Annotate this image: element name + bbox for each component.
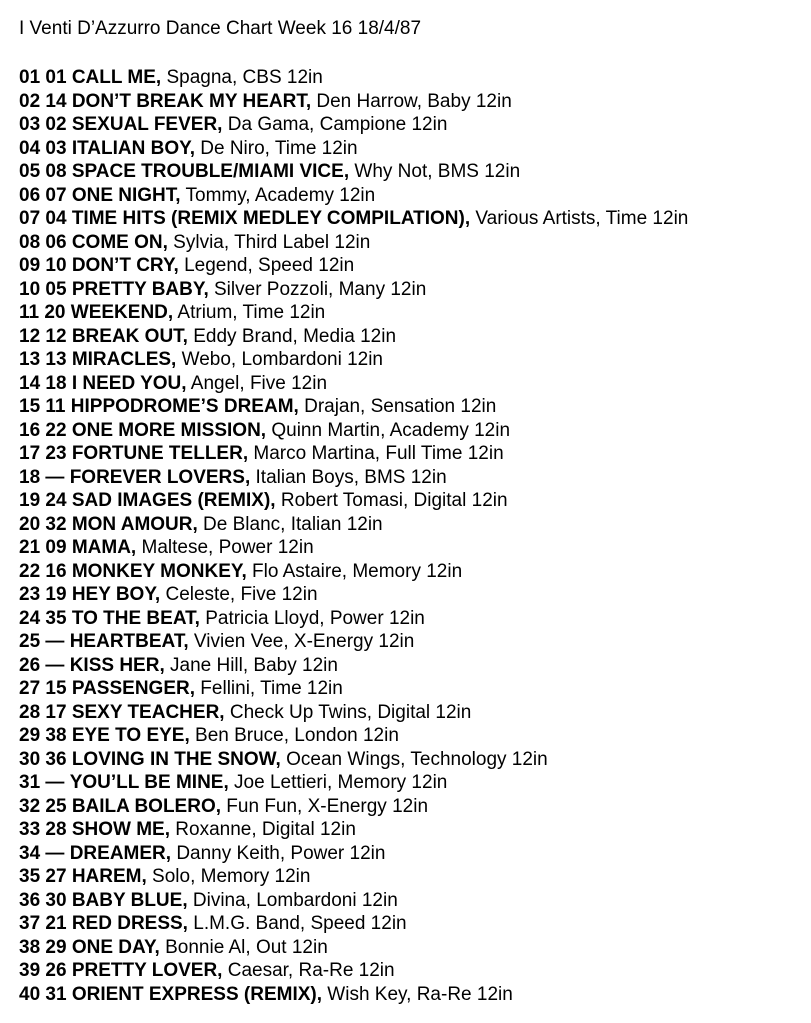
chart-position: 28 17 <box>19 701 67 723</box>
chart-position: 33 28 <box>19 819 67 840</box>
chart-position: 31 — <box>19 772 65 793</box>
chart-entry <box>19 160 811 184</box>
song-title: MAMA, <box>71 537 137 558</box>
artist-label-format: Spagna, CBS 12in <box>161 67 323 88</box>
chart-position: 37 21 <box>19 913 67 934</box>
song-title: EYE TO EYE, <box>71 725 190 746</box>
song-title: ITALIAN BOY, <box>71 137 195 159</box>
song-title: HIPPODROME’S DREAM, <box>70 396 299 417</box>
song-title: SEXUAL FEVER, <box>71 114 223 135</box>
artist-label-format: Den Harrow, Baby 12in <box>311 90 512 112</box>
page-title: I Venti D’Azzurro Dance Chart Week 16 18/4/87 <box>19 18 422 39</box>
chart-entry <box>19 771 811 795</box>
song-title: MON AMOUR, <box>71 513 198 535</box>
song-title: TIME HITS (REMIX MEDLEY COMPILATION), <box>71 208 471 229</box>
artist-label-format: Celeste, Five 12in <box>160 584 318 605</box>
chart-position: 06 07 <box>19 184 67 206</box>
chart-position: 22 16 <box>19 560 67 582</box>
artist-label-format: Webo, Lombardoni 12in <box>176 349 383 370</box>
song-title: COME ON, <box>71 231 168 253</box>
song-title: PRETTY LOVER, <box>71 960 223 981</box>
artist-label-format: Quinn Martin, Academy 12in <box>266 419 511 441</box>
chart-position: 10 05 <box>19 278 67 300</box>
song-title: MIRACLES, <box>71 349 177 370</box>
artist-label-format: Tommy, Academy 12in <box>180 184 376 206</box>
chart-position: 27 15 <box>19 678 67 699</box>
song-title: PASSENGER, <box>71 678 196 699</box>
song-title: SPACE TROUBLE/MIAMI VICE, <box>71 161 350 182</box>
chart-entry <box>19 630 811 654</box>
song-title: HEARTBEAT, <box>69 631 189 652</box>
chart-position: 32 25 <box>19 795 67 817</box>
artist-label-format: Drajan, Sensation 12in <box>298 396 497 417</box>
chart-entry <box>19 560 811 584</box>
chart-position: 30 36 <box>19 748 67 770</box>
song-title: ONE DAY, <box>71 936 160 958</box>
chart-entry <box>19 231 811 255</box>
chart-entry <box>19 466 811 490</box>
chart-entry <box>19 113 811 137</box>
artist-label-format: De Niro, Time 12in <box>194 137 358 159</box>
song-title: LOVING IN THE SNOW, <box>71 748 281 770</box>
chart-position: 09 10 <box>19 255 67 276</box>
artist-label-format: Jane Hill, Baby 12in <box>164 654 338 676</box>
chart-entry <box>19 66 811 90</box>
artist-label-format: Silver Pozzoli, Many 12in <box>208 278 427 300</box>
artist-label-format: Wish Key, Ra-Re 12in <box>322 983 513 1005</box>
chart-entry <box>19 419 811 443</box>
artist-label-format: Various Artists, Time 12in <box>470 208 689 229</box>
artist-label-format: Italian Boys, BMS 12in <box>250 466 447 488</box>
artist-label-format: Robert Tomasi, Digital 12in <box>275 490 508 511</box>
artist-label-format: Flo Astaire, Memory 12in <box>246 560 463 582</box>
chart-position: 39 26 <box>19 960 67 981</box>
chart-entry <box>19 207 811 231</box>
chart-entry <box>19 513 811 537</box>
chart-entry <box>19 818 811 842</box>
song-title: WEEKEND, <box>70 302 174 323</box>
song-title: DON’T BREAK MY HEART, <box>71 90 312 112</box>
chart-position: 15 11 <box>19 396 66 417</box>
song-title: DREAMER, <box>69 842 172 864</box>
artist-label-format: Divina, Lombardoni 12in <box>187 889 398 911</box>
song-title: FORTUNE TELLER, <box>71 443 249 464</box>
chart-position: 35 27 <box>19 866 67 887</box>
chart-entry <box>19 748 811 772</box>
chart-entry <box>19 936 811 960</box>
chart-position: 24 35 <box>19 607 67 629</box>
song-title: BAILA BOLERO, <box>71 795 222 817</box>
artist-label-format: Joe Lettieri, Memory 12in <box>228 772 448 793</box>
chart-position: 05 08 <box>19 161 67 182</box>
song-title: BABY BLUE, <box>71 889 188 911</box>
artist-label-format: Patricia Lloyd, Power 12in <box>199 607 425 629</box>
song-title: PRETTY BABY, <box>71 278 209 300</box>
chart-entry <box>19 865 811 889</box>
chart-entry <box>19 301 811 325</box>
chart-entry <box>19 489 811 513</box>
chart-position: 17 23 <box>19 443 67 464</box>
chart-entry <box>19 842 811 866</box>
artist-label-format: Da Gama, Campione 12in <box>222 114 448 135</box>
chart-entry <box>19 701 811 725</box>
chart-position: 18 — <box>19 466 65 488</box>
chart-entry <box>19 912 811 936</box>
chart-entry <box>19 90 811 114</box>
artist-label-format: Legend, Speed 12in <box>178 255 355 276</box>
artist-label-format: Ocean Wings, Technology 12in <box>280 748 548 770</box>
chart-position: 07 04 <box>19 208 67 229</box>
song-title: FOREVER LOVERS, <box>69 466 251 488</box>
artist-label-format: Eddy Brand, Media 12in <box>187 325 397 347</box>
artist-label-format: Fun Fun, X-Energy 12in <box>221 795 429 817</box>
artist-label-format: Atrium, Time 12in <box>173 302 326 323</box>
artist-label-format: De Blanc, Italian 12in <box>197 513 383 535</box>
chart-position: 40 31 <box>19 983 67 1005</box>
chart-position: 01 01 <box>19 67 67 88</box>
chart-entry <box>19 442 811 466</box>
chart-position: 25 — <box>19 631 65 652</box>
chart-position: 14 18 <box>19 372 67 394</box>
song-title: HEY BOY, <box>71 584 161 605</box>
chart-position: 04 03 <box>19 137 67 159</box>
artist-label-format: Maltese, Power 12in <box>136 537 314 558</box>
artist-label-format: Marco Martina, Full Time 12in <box>248 443 504 464</box>
song-title: SEXY TEACHER, <box>71 701 225 723</box>
artist-label-format: Why Not, BMS 12in <box>349 161 521 182</box>
chart-position: 36 30 <box>19 889 67 911</box>
artist-label-format: Caesar, Ra-Re 12in <box>222 960 395 981</box>
chart-entry <box>19 184 811 208</box>
artist-label-format: Check Up Twins, Digital 12in <box>224 701 472 723</box>
song-title: MONKEY MONKEY, <box>71 560 247 582</box>
chart-entry <box>19 889 811 913</box>
chart-entry <box>19 395 811 419</box>
chart-entry <box>19 372 811 396</box>
artist-label-format: Fellini, Time 12in <box>195 678 343 699</box>
chart-entry <box>19 983 811 1007</box>
chart-position: 12 12 <box>19 325 67 347</box>
song-title: HAREM, <box>71 866 147 887</box>
chart-position: 23 19 <box>19 584 67 605</box>
chart-position: 20 32 <box>19 513 67 535</box>
song-title: CALL ME, <box>71 67 162 88</box>
song-title: KISS HER, <box>69 654 165 676</box>
chart-position: 02 14 <box>19 90 67 112</box>
chart-position: 03 02 <box>19 114 67 135</box>
chart-position: 34 — <box>19 842 65 864</box>
artist-label-format: Solo, Memory 12in <box>146 866 311 887</box>
chart-list <box>19 66 811 1006</box>
chart-position: 26 — <box>19 654 65 676</box>
song-title: BREAK OUT, <box>71 325 188 347</box>
song-title: DON’T CRY, <box>71 255 179 276</box>
song-title: YOU’LL BE MINE, <box>69 772 229 793</box>
song-title: TO THE BEAT, <box>71 607 200 629</box>
chart-entry <box>19 677 811 701</box>
artist-label-format: L.M.G. Band, Speed 12in <box>187 913 407 934</box>
artist-label-format: Sylvia, Third Label 12in <box>167 231 371 253</box>
chart-entry <box>19 724 811 748</box>
artist-label-format: Bonnie Al, Out 12in <box>159 936 328 958</box>
artist-label-format: Angel, Five 12in <box>186 372 328 394</box>
chart-position: 21 09 <box>19 537 67 558</box>
song-title: SHOW ME, <box>71 819 170 840</box>
song-title: I NEED YOU, <box>71 372 187 394</box>
song-title: ONE NIGHT, <box>71 184 181 206</box>
chart-position: 11 20 <box>19 302 66 323</box>
artist-label-format: Ben Bruce, London 12in <box>189 725 399 746</box>
chart-entry <box>19 137 811 161</box>
artist-label-format: Roxanne, Digital 12in <box>170 819 356 840</box>
chart-position: 29 38 <box>19 725 67 746</box>
chart-entry <box>19 959 811 983</box>
chart-entry <box>19 795 811 819</box>
song-title: ORIENT EXPRESS (REMIX), <box>71 983 323 1005</box>
song-title: RED DRESS, <box>71 913 188 934</box>
chart-entry <box>19 654 811 678</box>
chart-position: 08 06 <box>19 231 67 253</box>
chart-position: 19 24 <box>19 490 67 511</box>
chart-position: 38 29 <box>19 936 67 958</box>
chart-entry <box>19 607 811 631</box>
chart-position: 13 13 <box>19 349 67 370</box>
chart-entry <box>19 536 811 560</box>
chart-entry <box>19 254 811 278</box>
song-title: ONE MORE MISSION, <box>71 419 267 441</box>
chart-entry <box>19 348 811 372</box>
artist-label-format: Danny Keith, Power 12in <box>171 842 386 864</box>
song-title: SAD IMAGES (REMIX), <box>71 490 276 511</box>
artist-label-format: Vivien Vee, X-Energy 12in <box>188 631 415 652</box>
chart-entry <box>19 583 811 607</box>
chart-entry <box>19 278 811 302</box>
chart-entry <box>19 325 811 349</box>
chart-position: 16 22 <box>19 419 67 441</box>
